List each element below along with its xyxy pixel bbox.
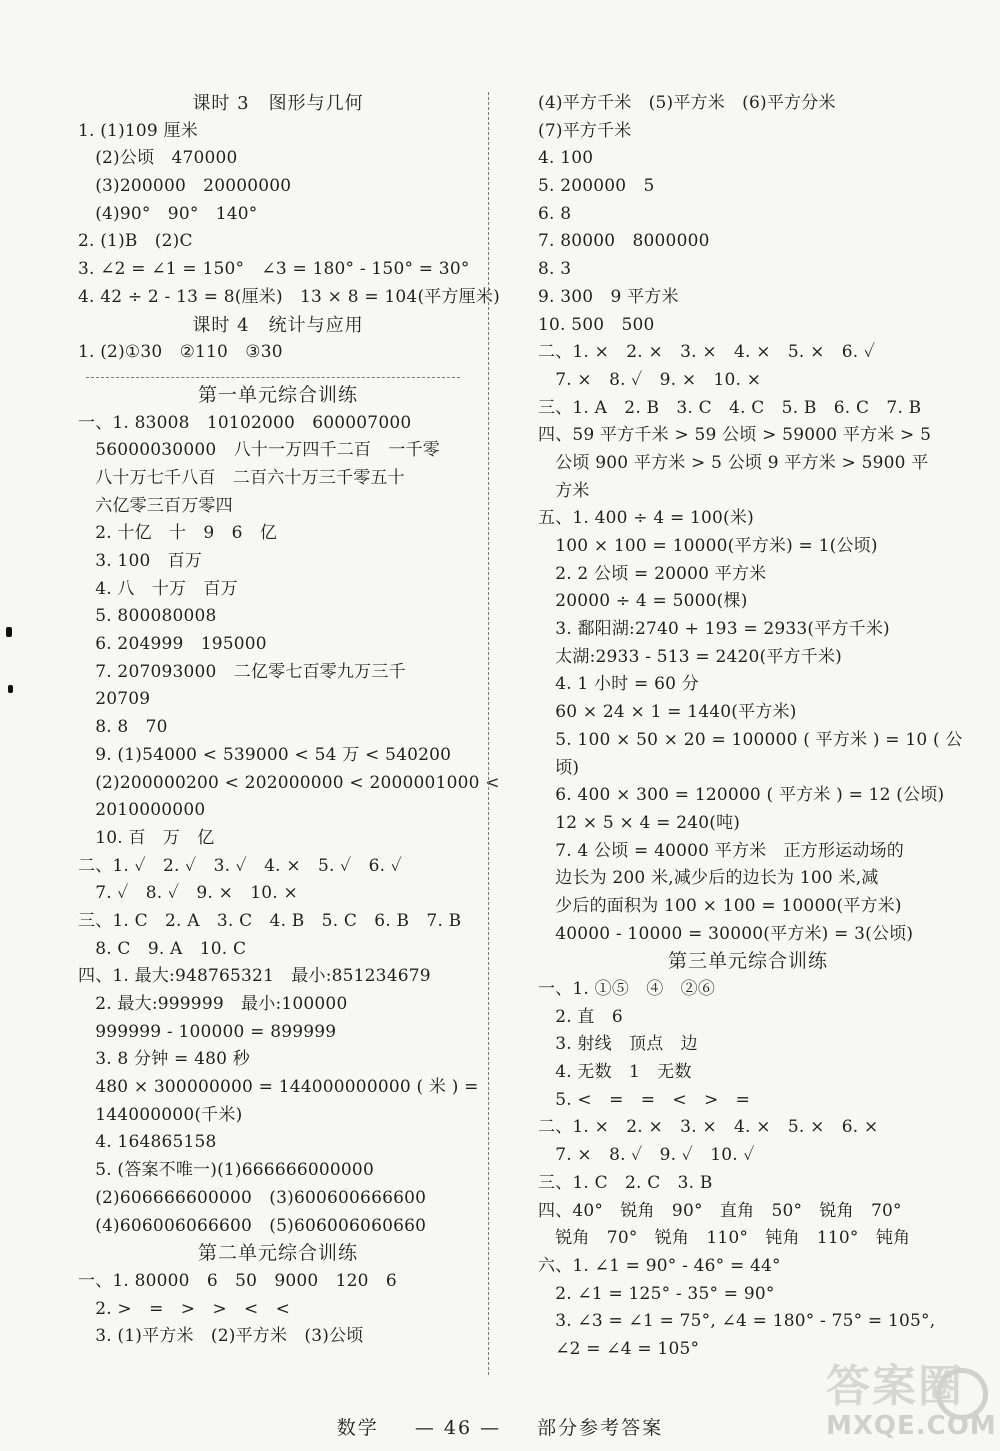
answer-line: 2. 十亿 十 9 6 亿 <box>78 523 278 544</box>
answer-line: 999999 - 100000 = 899999 <box>78 1021 337 1042</box>
answer-line: 144000000(千米) <box>78 1104 243 1125</box>
answer-line: 八十万七千八百 二百六十万三千零五十 <box>78 467 405 488</box>
answer-line: 四、59 平方千米 > 59 公顷 > 59000 平方米 > 5 <box>538 425 932 446</box>
answer-line: 边长为 200 米,减少后的边长为 100 米,减 <box>538 868 879 889</box>
answer-line: (2)606666600000 (3)600600666600 <box>78 1187 427 1208</box>
watermark-logo <box>826 1362 996 1442</box>
section-title: 第一单元综合训练 <box>197 383 358 406</box>
answer-line: 7. × 8. ✓ 9. × 10. × <box>538 369 762 390</box>
answer-line: 四、1. 最大:948765321 最小:851234679 <box>78 966 431 987</box>
answer-line: (4)606006066600 (5)606006060660 <box>78 1215 427 1236</box>
answer-line: 2010000000 <box>78 800 206 821</box>
answer-line: 56000030000 八十一万四千二百 一千零 <box>78 440 440 461</box>
answer-line: 8. 3 <box>538 259 572 280</box>
scan-speck <box>8 685 13 693</box>
section-divider <box>86 367 460 378</box>
answer-line: 顷) <box>538 757 580 778</box>
answer-line: 2. 2 公顷 = 20000 平方米 <box>538 563 767 584</box>
answer-line: 3. 鄱阳湖:2740 + 193 = 2933(平方千米) <box>538 619 890 640</box>
footer-section: 部分参考答案 <box>537 1417 664 1439</box>
section-title: 第三单元综合训练 <box>667 950 828 973</box>
footer-page-number: — 46 — <box>414 1417 502 1439</box>
answer-line: 7. 207093000 二亿零七百零九万三千 <box>78 661 406 682</box>
answer-line: 7. × 8. ✓ 9. ✓ 10. ✓ <box>538 1145 755 1166</box>
footer-subject: 数学 <box>336 1417 379 1439</box>
answer-line: 二、1. × 2. × 3. × 4. × 5. × 6. × <box>538 1117 879 1138</box>
answer-line: (4)平方千米 (5)平方米 (6)平方分米 <box>538 93 836 113</box>
answer-line: 一、1. 83008 10102000 600007000 <box>78 412 412 433</box>
answer-line: 4. 42 ÷ 2 - 13 = 8(厘米) 13 × 8 = 104(平方厘米) <box>78 286 500 307</box>
answer-line: 7. ✓ 8. ✓ 9. × 10. × <box>78 883 298 904</box>
lesson-heading: 课时 3 图形与几何 <box>192 93 364 114</box>
watermark-logo-text: 答案圈 <box>826 1361 964 1412</box>
answer-line: 方米 <box>538 480 590 501</box>
answer-line: 6. 204999 195000 <box>78 634 267 655</box>
answer-line: 8. 8 70 <box>78 717 168 738</box>
answer-line: 6. 400 × 300 = 120000 ( 平方米 ) = 12 (公顷) <box>538 785 945 806</box>
answer-line: 9. (1)54000 < 539000 < 54 万 < 540200 <box>78 744 452 765</box>
answer-line: ∠2 = ∠4 = 105° <box>538 1338 700 1359</box>
answer-line: 三、1. A 2. B 3. C 4. C 5. B 6. C 7. B <box>538 397 922 418</box>
answer-line: 六亿零三百万零四 <box>78 495 233 516</box>
answer-line: 2. (1)B (2)C <box>78 231 193 252</box>
scan-speck <box>6 627 12 637</box>
answer-line: 100 × 100 = 10000(平方米) = 1(公顷) <box>538 536 878 556</box>
answer-line: 10. 百 万 亿 <box>78 827 215 848</box>
section-title: 第二单元综合训练 <box>197 1242 358 1265</box>
answer-line: 少后的面积为 100 × 100 = 10000(平方米) <box>538 895 902 916</box>
answer-line: 4. 八 十万 百万 <box>78 578 238 599</box>
answer-line: 6. 8 <box>538 203 572 224</box>
answer-line: 四、40° 锐角 90° 直角 50° 锐角 70° <box>538 1200 902 1221</box>
answer-line: 三、1. C 2. A 3. C 4. B 5. C 6. B 7. B <box>78 910 462 931</box>
answer-line: 40000 - 10000 = 30000(平方米) = 3(公顷) <box>538 923 914 944</box>
answer-line: 9. 300 9 平方米 <box>538 286 679 307</box>
answer-line: 锐角 70° 锐角 110° 钝角 110° 钝角 <box>538 1228 911 1249</box>
answer-line: 2. > = > > < < <box>78 1298 291 1319</box>
answer-line: 12 × 5 × 4 = 240(吨) <box>538 812 741 833</box>
answer-line: 5. 800080008 <box>78 606 217 627</box>
answer-line: 公顷 900 平方米 > 5 公顷 9 平方米 > 5900 平 <box>538 452 929 473</box>
answer-line: 二、1. ✓ 2. ✓ 3. ✓ 4. × 5. ✓ 6. ✓ <box>78 855 403 876</box>
answer-line: 二、1. × 2. × 3. × 4. × 5. × 6. ✓ <box>538 342 876 363</box>
answer-line: 2. 直 6 <box>538 1006 623 1027</box>
answer-line: 4. 1 小时 = 60 分 <box>538 674 699 695</box>
answer-line: 1. (1)109 厘米 <box>78 120 198 141</box>
answer-line: (2)公顷 470000 <box>78 148 238 169</box>
answer-line: 2. 最大:999999 最小:100000 <box>78 994 348 1014</box>
answer-line: 7. 80000 8000000 <box>538 231 710 252</box>
answer-line: 三、1. C 2. C 3. B <box>538 1172 713 1193</box>
answer-line: 一、1. ①⑤ ④ ②⑥ <box>538 979 716 999</box>
answer-line: 60 × 24 × 1 = 1440(平方米) <box>538 702 797 723</box>
answer-line: (4)90° 90° 140° <box>78 203 258 224</box>
answer-line: 5. < = = < > = <box>538 1089 751 1110</box>
watermark-url: MXQE.COM <box>826 1411 997 1441</box>
answer-line: 4. 无数 1 无数 <box>538 1062 692 1083</box>
answer-line: 3. ∠3 = ∠1 = 75°, ∠4 = 180° - 75° = 105°, <box>538 1311 936 1332</box>
answer-line: 4. 164865158 <box>78 1132 217 1153</box>
answer-line: 3. 100 百万 <box>78 551 203 571</box>
answer-line: 3. ∠2 = ∠1 = 150° ∠3 = 180° - 150° = 30° <box>78 259 470 280</box>
lesson-heading: 课时 4 统计与应用 <box>192 314 364 336</box>
answer-line: 一、1. 80000 6 50 9000 120 6 <box>78 1270 397 1291</box>
answer-line: 480 × 300000000 = 144000000000 ( 米 ) = <box>78 1077 479 1098</box>
right-column <box>538 90 963 1364</box>
answer-line: 5. 100 × 50 × 20 = 100000 ( 平方米 ) = 10 ( 公 <box>538 729 963 750</box>
answer-line: 10. 500 500 <box>538 314 655 335</box>
answer-line: 太湖:2933 - 513 = 2420(平方千米) <box>538 646 842 667</box>
answer-line: 六、1. ∠1 = 90° - 46° = 44° <box>538 1255 781 1276</box>
answer-line: 2. ∠1 = 125° - 35° = 90° <box>538 1283 775 1304</box>
answer-line: 20709 <box>78 689 151 710</box>
answer-line: 3. 8 分钟 = 480 秒 <box>78 1049 250 1070</box>
answer-line: 4. 100 <box>538 148 594 169</box>
column-divider <box>488 92 489 1375</box>
answer-line: 3. (1)平方米 (2)平方米 (3)公顷 <box>78 1326 364 1347</box>
left-column <box>78 90 500 1351</box>
answer-line: 5. (答案不唯一)(1)666666000000 <box>78 1160 374 1181</box>
answer-line: 五、1. 400 ÷ 4 = 100(米) <box>538 508 754 529</box>
answer-line: (3)200000 20000000 <box>78 176 292 197</box>
answer-line: 5. 200000 5 <box>538 176 655 197</box>
watermark-circle-icon <box>936 1368 988 1420</box>
answer-line: 1. (2)①30 ②110 ③30 <box>78 342 283 363</box>
answer-line: (2)200000200 < 202000000 < 2000001000 < <box>78 772 500 793</box>
answer-line: 7. 4 公顷 = 40000 平方米 正方形运动场的 <box>538 840 904 861</box>
answer-line: (7)平方千米 <box>538 120 632 141</box>
answer-line: 20000 ÷ 4 = 5000(棵) <box>538 591 748 612</box>
answer-line: 3. 射线 顶点 边 <box>538 1034 698 1055</box>
answer-line: 8. C 9. A 10. C <box>78 938 247 959</box>
